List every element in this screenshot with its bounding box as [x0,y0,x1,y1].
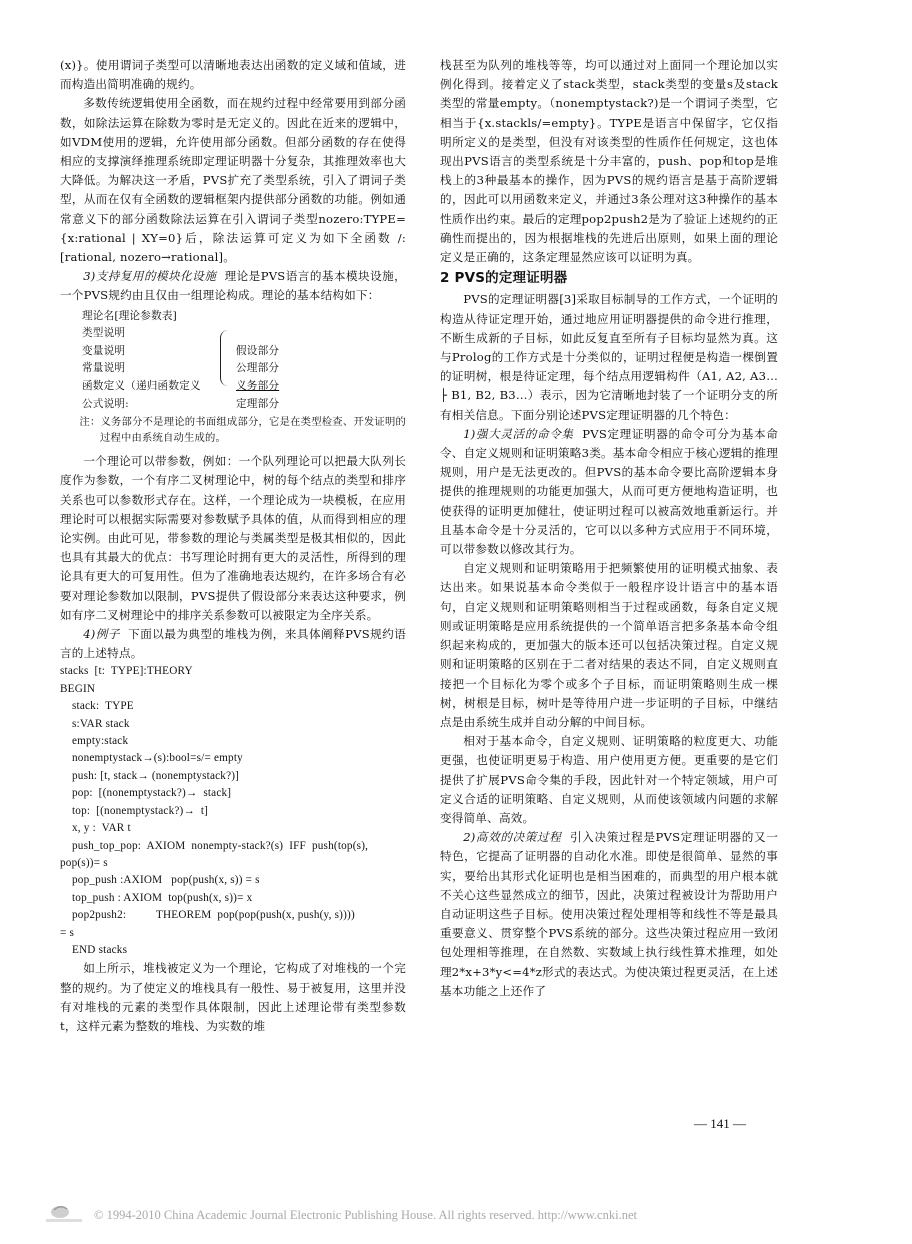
code-line: empty:stack [60,735,129,748]
code-line: stacks [t: TYPE]:THEORY [60,665,193,678]
code-line: stack: TYPE [60,700,134,713]
subsection-lead: 3)支持复用的模块化设施 [83,269,217,284]
code-line: nonemptystack→(s):bool=s/= empty [60,752,243,765]
cnki-logo-icon [40,1200,88,1226]
paragraph: 一个理论可以带参数，例如：一个队列理论可以把最大队列长度作为参数，一个有序二叉树理论中，树的每个结点的类型和排序关系也可以参数形式存在。这样，一个理论成为一块模板，在应用理论时可以根据实际需要对参数赋予具体的值，从而得到相应的理论实例。由此可见，带参数的理论与类属类型是极其相似的，因此也具有其最大的优点：书写理论时拥有更大的灵活性，所得到的理论具有更大的可复用性。但为了准确地表达规约，在许多场合有必要对理论参数加以限制，PVS提供了假设部分来表达这种要求，例如有序二叉树理论中的排序关系参数可以被限定为全序关系。 [60,454,406,622]
paragraph [60,267,406,305]
code-line: pop(s))= s [60,856,108,869]
code-line: = s [60,926,75,939]
structure-item: 函数定义（递归函数定义 [82,380,201,393]
code-line: push: [t, stack→ (nonemptystack?)] [60,769,240,782]
code-line: BEGIN [60,682,96,695]
theory-structure [82,308,406,414]
paragraph [440,425,778,559]
right-column [440,56,778,1001]
structure-part: 定理部分 [236,397,280,410]
code-line: push_top_pop: AXIOM nonempty-stack?(s) IFF push(top(s), [60,839,369,852]
paragraph: 相对于基本命令，自定义规则、证明策略的粒度更大、功能更强，也使证明更易于构造、用户使用更方便。更重要的是它们提供了扩展PVS命令集的手段，因此针对一个特定领域，用户可定义合适的证明策略、自定义规则，从而使该领域内问题的求解变得简单、高效。 [440,734,778,825]
code-line: x, y : VAR t [60,822,131,835]
page-number: — 141 — [694,1116,746,1131]
paragraph: 多数传统逻辑使用全函数，而在规约过程中经常要用到部分函数，如除法运算在除数为零时是无定义的。因此在近来的逻辑中，如VDM使用的逻辑，允许使用部分函数。但部分函数的存在使得相应的支撑演绎推理系统即定理证明器十分复杂，其推理效率也大大降低。为解决这一矛盾，PVS扩充了类型系统，引入了谓词子类型，从而在仅有全函数的逻辑框架内提供部分函数的功能。例如通常意义下的部分函数除法运算在引入谓词子类型nozero:TYPE={x:rational | XY=0}后，除法运算可定义为如下全函数 /: [rational, nozero→rational]。 [60,96,406,265]
paragraph: 栈甚至为队列的堆栈等等，均可以通过对上面同一个理论加以实例化得到。接着定义了stack类型，stack类型的变量s及stack类型的常量empty。（nonemptystack?)是一个谓词子类型，它相当于{x.stackls/=empty}。TYPE是语言中保留字，它仅指明所定义的是类型，但没有对该类型的性质作任何规定，这也体现出PVS语言的类型系统是十分丰富的，push、pop和top是堆栈上的3种最基本的操作，因为PVS的规约语言是基于高阶逻辑的，因此可以用函数来定义，并通过3条公理对这3种操作的基本性质作出约束。最后的定理pop2push2是为了验证上述规约的正确性而提出的，因为根据堆栈的先进后出原则，如果上面的理论定义是正确的，这条定理显然应该可以证明为真。 [440,58,778,265]
structure-item: 变量说明 [82,344,126,357]
code-line: pop_push :AXIOM pop(push(x, s)) = s [60,874,260,887]
brace-symbol [220,330,229,386]
code-line: pop: [(nonemptystack?)→ stack] [60,787,232,800]
structure-note: 注：义务部分不是理论的书面组成部分，它是在类型检查、开发证明的过程中由系统自动生成的。 [79,416,406,444]
subsection-lead: 4)例子 [83,627,120,642]
paragraph: 如上所示，堆栈被定义为一个理论，它构成了对堆栈的一个完整的规约。为了使定义的堆栈具有一般性、易于被复用，这里并没有对堆栈的元素的类型作具体限制，因此上述理论带有类型参数t，这样元素为整数的堆栈、为实数的堆 [60,961,406,1033]
section-heading: 2 PVS的定理证明器 [440,270,568,287]
paragraph-text: 下面以最为典型的堆栈为例，来具体阐释PVS规约语言的上述特点。 [60,627,406,661]
code-line: top_push : AXIOM top(push(x, s))= x [60,891,253,904]
structure-part: 假设部分 [236,344,280,357]
paragraph [60,625,406,663]
code-line: pop2push2: THEOREM pop(pop(push(x, push(y, s)))) [60,909,355,922]
structure-item: 公式说明: [82,397,129,410]
subsection-lead: 2)高效的决策过程 [463,830,562,845]
paragraph-text: 引入决策过程是PVS定理证明器的又一特色，它提高了证明器的自动化水准。即使是很简单、显然的事实，要给出其形式化证明也是相当困难的，而典型的用户根本就不关心这些显然成立的细节，因此，决策过程被设计为帮助用户自动证明这些子目标。使用决策过程处理相等和线性不等是最具重要意义、贯穿整个PVS系统的部分。这些决策过程应用一致闭包处理相等推理，在自然数、实数域上执行线性算术推理，如处理2*x+3*y<=4*z形式的表达式。为使决策过程更灵活，在上述基本功能之上还作了 [440,830,778,998]
paragraph: 自定义规则和证明策略用于把频繁使用的证明模式抽象、表达出来。如果说基本命令类似于一般程序设计语言中的基本语句，自定义规则和证明策略则相当于过程或函数，每条自定义规则或证明策略是应用系统提供的一个简单语言把多条基本命令组织起来构成的，更加强大的版本还可以包括决策过程。自定义规则和证明策略的区别在于二者对结果的表达不同，自定义规则直接把一个目标化为零个或多个子目标，而证明策略则生成一棵树，树根是目标，树叶是等待用户进一步证明的子目标，中继结点是由系统生成并自动分解的中间目标。 [440,561,778,729]
copyright-footer: © 1994-2010 China Academic Journal Electronic Publishing House. All rights reserved. http://www.cnki.net [94,1208,637,1222]
code-line: s:VAR stack [60,717,130,730]
code-line: END stacks [60,943,128,956]
left-column [60,56,406,1036]
paragraph-text: PVS定理证明器的命令可分为基本命令、自定义规则和证明策略3类。基本命令相应于核心逻辑的推理规则，用户是无法更改的。但PVS的基本命令要比高阶逻辑本身提供的推理规则的功能更加强大，从而可更方便地构造证明，也使获得的证明更加健壮，使证明过程可以被高效地重新运行。并且基本命令是十分灵活的，它可以以多种方式应用于不同环境，可以带参数以修改其行为。 [440,426,778,557]
structure-item: 理论名[理论参数表] [82,309,178,322]
structure-item: 常量说明 [82,362,126,375]
subsection-lead: 1)强大灵活的命令集 [463,426,574,441]
structure-item: 类型说明 [82,327,126,340]
code-line: top: [(nonemptystack?)→ t] [60,804,209,817]
paragraph [440,828,778,1001]
paragraph-text: 理论是PVS语言的基本模块设施，一个PVS规约由且仅由一组理论构成。理论的基本结构如下： [60,269,406,303]
structure-part: 义务部分 [236,380,280,393]
paragraph: (x)}。使用谓词子类型可以清晰地表达出函数的定义域和值域，进而构造出简明准确的规约。 [60,58,406,92]
structure-part: 公理部分 [236,362,280,375]
paragraph: PVS的定理证明器[3]采取目标制导的工作方式，一个证明的构造从待证定理开始，通过地应用证明器提供的命令进行推理，不断生成新的子目标，如此反复直至所有子目标均显然为真。这与Prolog的工作方式是十分类似的，证明过程便是构造一棵倒置的证明树，根是待证定理，每个结点用逻辑构件（A1, A2, A3… ├ B1, B2, B3…）表示，因为它清晰地封装了一个证明分支的所有相关信息。下面分别论述PVS定理证明器的几个特色： [440,292,778,422]
code-block [60,663,406,959]
